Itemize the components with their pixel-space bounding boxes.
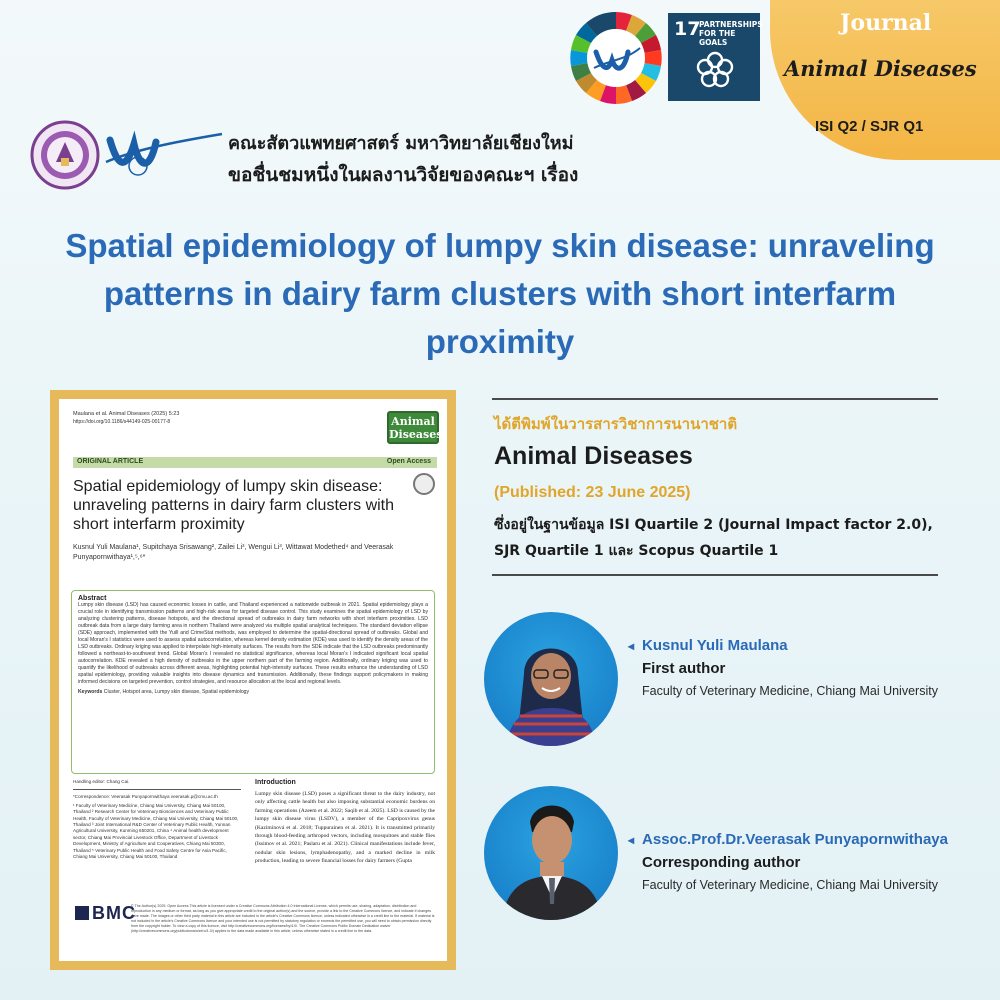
bmc-mark-icon [75, 906, 89, 920]
journal-badge-rank: ISI Q2 / SJR Q1 [815, 118, 924, 135]
paper-authors: Kusnul Yuli Maulana¹, Supitchaya Srisawang², Zailei Li³, Wengui Li³, Wittawat Modethed⁴ and Veerasak Punyapornwithaya¹,⁵,⁶* [73, 544, 394, 561]
bmc-publisher-text: BMC [92, 903, 136, 923]
sdg-wheel-logo [568, 10, 664, 106]
sdg-goal-number: 17 [674, 18, 701, 40]
paper-keywords-label: Keywords [78, 689, 103, 695]
first-author-role: First author [642, 660, 726, 677]
partnership-rings-icon [694, 49, 736, 91]
paper-meta: Maulana et al. Animal Diseases (2025) 5:23 [73, 411, 180, 417]
first-author-name: ◂ Kusnul Yuli Maulana [628, 637, 788, 654]
faculty-name: คณะสัตวแพทยศาสตร์ มหาวิทยาลัยเชียงใหม่ [228, 133, 574, 154]
paper-open-access: Open Access [386, 458, 431, 465]
article-preview [59, 399, 447, 961]
journal-badge-label: Journal [840, 10, 932, 36]
check-for-updates-icon[interactable] [413, 473, 435, 495]
published-date: (Published: 23 June 2025) [494, 484, 691, 501]
sdg-17-badge [668, 13, 763, 101]
paper-keywords [78, 689, 428, 696]
paper-abstract-box [71, 590, 435, 774]
paper-correspondence: *Correspondence: Veerasak Punyapornwithaya veerasak.p@cmu.ac.th [73, 794, 218, 800]
paper-intro-title: Introduction [255, 779, 296, 786]
corresponding-author-name: ◂ Assoc.Prof.Dr.Veerasak Punyapornwithaya [628, 831, 948, 848]
corresponding-author-avatar [484, 786, 618, 920]
journal-badge-name: Animal Diseases [784, 56, 977, 81]
paper-doi-link[interactable]: https://doi.org/10.1186/s44149-025-00177-8 [73, 419, 171, 425]
paper-keywords-text: Cluster, Hotspot area, Lumpy skin disease, Spatial epidemiology [103, 689, 250, 695]
article-preview-frame [50, 390, 456, 970]
paper-journal-logo: Animal Diseases [387, 411, 439, 444]
divider-bottom [492, 574, 938, 576]
paper-type-bar [73, 457, 437, 468]
vm-cmu-logo [104, 128, 224, 178]
corresponding-author-affiliation: Faculty of Veterinary Medicine, Chiang Mai University [642, 878, 938, 892]
paper-affiliations: ¹ Faculty of Veterinary Medicine, Chiang Mai University, Chiang Mai 50100, Thailand ² Research Center for Veterinary Biosciences and Veterinary Public Health, Faculty of Veterinary Medicine, Chiang Mai University, Chiang Mai 50100, Thailand ³ Joint International R&D Center of Veterinary Public Health, Yunnan Agricultural University, Kunming 650201, China ⁴ Animal health development sector, Chiang Mai Provincial Livestock Office, Department of Livestock Development, Ministry of Agriculture and Cooperatives, Chiang Mai 50300, Thailand ⁵ Veterinary Public Health and Food Safety Centre for Asia Pacific, Chiang Mai University, Chiang Mai 50100, Thailand [73, 802, 239, 860]
published-label: ได้ตีพิมพ์ในวารสารวิชาการนานาชาติ [494, 415, 738, 433]
first-author-avatar [484, 612, 618, 746]
bmc-publisher-logo [75, 903, 136, 924]
faculty-tagline: ขอชื่นชมหนึ่งในผลงานวิจัยของคณะฯ เรื่อง [228, 164, 579, 186]
paper-title: Spatial epidemiology of lumpy skin disease: unraveling patterns in dairy farm clusters with short interfarm proximity [73, 478, 395, 533]
first-author-affiliation: Faculty of Veterinary Medicine, Chiang Mai University [642, 684, 938, 698]
corresponding-author-role: Corresponding author [642, 854, 801, 871]
paper-license: © The Author(s) 2025. Open Access This article is licensed under a Creative Commons Attribution 4.0 International License, which permits use, sharing, adaptation, distribution and reproduction in any medium or format, as long as you give appropriate credit to the original author(s) and the source, provide a link to the Creative Commons licence, and indicate if changes were made. The images or other third party material in this article are included in the article's Creative Commons licence, unless indicated otherwise in a credit line to the material. If material is not included in the article's Creative Commons licence and your intended use is not permitted by statutory regulation or exceeds the permitted use, you will need to obtain permission directly from the copyright holder. To view a copy of this licence, visit http://creativecommons.org/licenses/by/4.0/. The Creative Commons Public Domain Dedication waiver (http://creativecommons.org/publicdomain/zero/1.0/) applies to the data made available in this article, unless otherwise stated in a credit line to the data. [131, 904, 435, 933]
paper-abstract-title: Abstract [78, 595, 107, 602]
article-title: Spatial epidemiology of lumpy skin disease: unraveling patterns in dairy farm clusters with short interfarm proximity [65, 227, 935, 360]
sdg-goal-text: PARTNERSHIPS FOR THE GOALS [699, 20, 763, 47]
index-line-2: SJR Quartile 1 และ Scopus Quartile 1 [494, 543, 779, 559]
index-line-1: ซึ่งอยู่ในฐานข้อมูล ISI Quartile 2 (Journal Impact factor 2.0), [494, 517, 933, 533]
faculty-seal-logo [30, 120, 100, 190]
journal-title: Animal Diseases [494, 442, 693, 470]
divider-top [492, 398, 938, 400]
paper-abstract-text: Lumpy skin disease (LSD) has caused economic losses in cattle, and Thailand experienced a nationwide outbreak in 2021. Spatial epidemiology plays a crucial role in identifying transmission patterns and high-risk areas for targeted disease control. This study examines the spatial epidemiology of LSD by analyzing clustering patterns, disease hotspots, and the directional spread of outbreaks in dairy farm networks with short interfarm proximities. LSD outbreak data from a large dairy farming area in northern Thailand were analyzed via multiple spatial analytical techniques. The standard deviation ellipse (SDE) approach, implemented with the Yuill and CrimeStat methods, was employed to determine the spatial-directional spread of outbreaks. Global and local Moran's I statistics were used to assess spatial autocorrelation, whereas kernel density estimation (KDE) was used to identify the density areas of the LSD outbreaks. Ordinary kriging was applied to interpolate high-intensity surfaces. The results from the SDE indicate that the LSD outbreaks predominantly followed a northeast-to-southwest trend. Global Moran's I revealed no statistical significance, whereas local Moran's I indicated significant local spatial autocorrelation. KDE revealed a high density of outbreaks in the upper northern part of the farming region. Additionally, ordinary kriging was used to quantify the likelihood of outbreaks across different areas, highlighting potential high-intensity surfaces. These results enhance the understanding of LSD spatial epidemiology, providing valuable insights into disease dynamics and transmission. Additionally, these findings support policymakers in making informed decisions on targeted prevention, control strategies, and resource allocation at the local and regional levels. [78, 602, 428, 685]
paper-correspondence-column [73, 779, 241, 860]
paper-handling-editor: Handling editor: Chang Cai. [73, 779, 130, 784]
paper-article-type: ORIGINAL ARTICLE [77, 458, 144, 465]
paper-intro-text: Lumpy skin disease (LSD) poses a significant threat to the dairy industry, not only affecting cattle health but also imposing substantial economic burdens on farming operations (Azeem et al. 2022; Saqib et al. 2025). LSD is caused by the lumpy skin disease virus (LSDV), a member of the Capripoxvirus genus (Kaziminová et al. 2018; Tuppurainen et al. 2021). It is transmitted primarily through blood-feeding arthropod vectors, including mosquitoes and stable flies (Issimov et al. 2021; Paslaru et al. 2021). Clinical manifestations include fever, nodular skin lesions, lymphadenopathy, and a marked decline in milk production, leading to severe financial losses for dairy farmers (Gupta [255, 791, 435, 865]
